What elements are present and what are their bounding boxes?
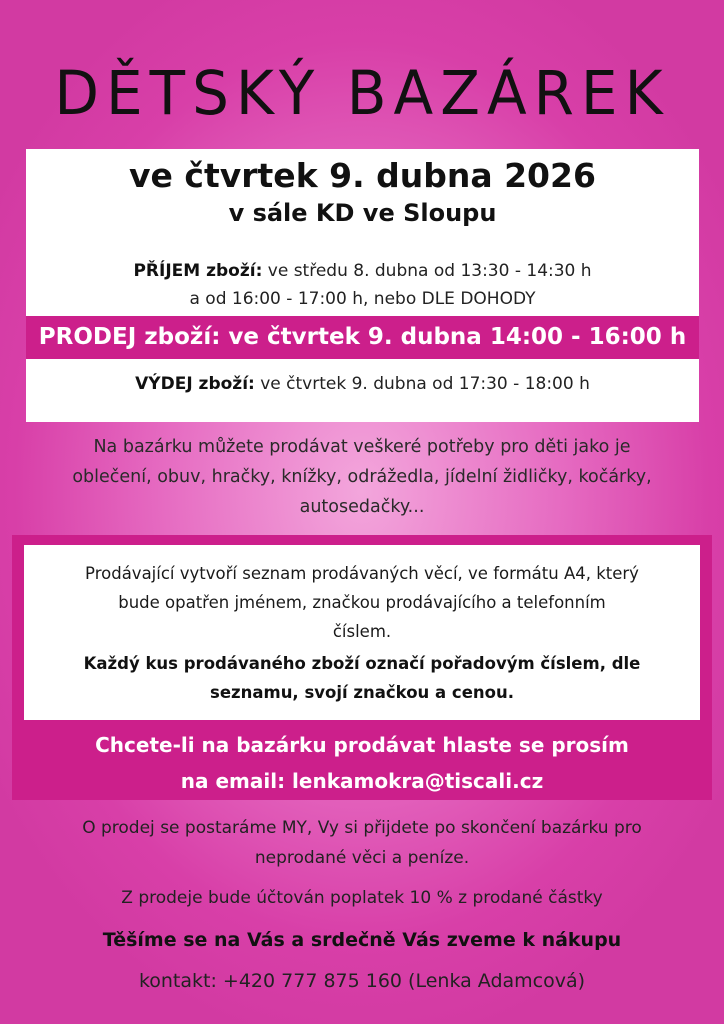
signup-call <box>12 727 712 799</box>
seller-line-2: bude opatřen jménem, značkou prodávajícího a telefonním <box>118 593 606 612</box>
seller-bold-line-1: Každý kus prodávaného zboží označí pořadovým číslem, dle <box>83 654 641 673</box>
seller-section <box>12 535 712 800</box>
contact-text: kontakt: +420 777 875 160 (Lenka Adamcová) <box>138 970 586 992</box>
seller-instructions-box <box>24 545 700 720</box>
seller-bold-line-2: seznamu, svojí značkou a cenou. <box>210 683 514 702</box>
intake-info <box>26 257 699 313</box>
intake-time-1: ve středu 8. dubna od 13:30 - 14:30 h <box>262 261 592 281</box>
signup-email: na email: lenkamokra@tiscali.cz <box>180 769 544 793</box>
after-sale-text <box>20 813 704 873</box>
welcome-text: Těšíme se na Vás a srdečně Vás zveme k nákupu <box>102 929 622 951</box>
sale-banner <box>26 316 699 359</box>
after-line-2: neprodané věci a peníze. <box>254 848 470 868</box>
poster-title: DĚTSKÝ BAZÁREK <box>54 57 670 129</box>
event-info-box <box>26 149 699 316</box>
pickup-info <box>26 371 699 397</box>
seller-instructions <box>32 559 692 646</box>
seller-line-3: číslem. <box>332 622 392 641</box>
event-venue: v sále KD ve Sloupu <box>228 199 497 227</box>
seller-line-1: Prodávající vytvoří seznam prodávaných věcí, ve formátu A4, který <box>85 564 639 583</box>
pickup-box <box>26 359 699 422</box>
pickup-label: VÝDEJ zboží: <box>135 374 255 394</box>
sale-info: PRODEJ zboží: ve čtvrtek 9. dubna 14:00 - 16:00 h <box>38 324 687 350</box>
pickup-time: ve čtvrtek 9. dubna od 17:30 - 18:00 h <box>254 374 590 394</box>
intro-line-1: Na bazárku můžete prodávat veškeré potřeby pro děti jako je <box>93 437 631 457</box>
intake-line-1 <box>26 257 699 285</box>
intro-line-3: autosedačky... <box>299 497 425 517</box>
intake-label: PŘÍJEM zboží: <box>133 261 263 281</box>
seller-labeling-rule <box>32 649 692 707</box>
after-line-1: O prodej se postaráme MY, Vy si přijdete po skončení bazárku pro <box>82 818 642 838</box>
intake-line-2: a od 16:00 - 17:00 h, nebo DLE DOHODY <box>189 289 536 309</box>
fee-text: Z prodeje bude účtován poplatek 10 % z prodané částky <box>121 888 603 908</box>
event-date: ve čtvrtek 9. dubna 2026 <box>129 156 596 195</box>
signup-line-1: Chcete-li na bazárku prodávat hlaste se prosím <box>95 733 629 757</box>
intro-text <box>30 432 694 522</box>
intro-line-2: oblečení, obuv, hračky, knížky, odrážedla, jídelní židličky, kočárky, <box>72 467 652 487</box>
